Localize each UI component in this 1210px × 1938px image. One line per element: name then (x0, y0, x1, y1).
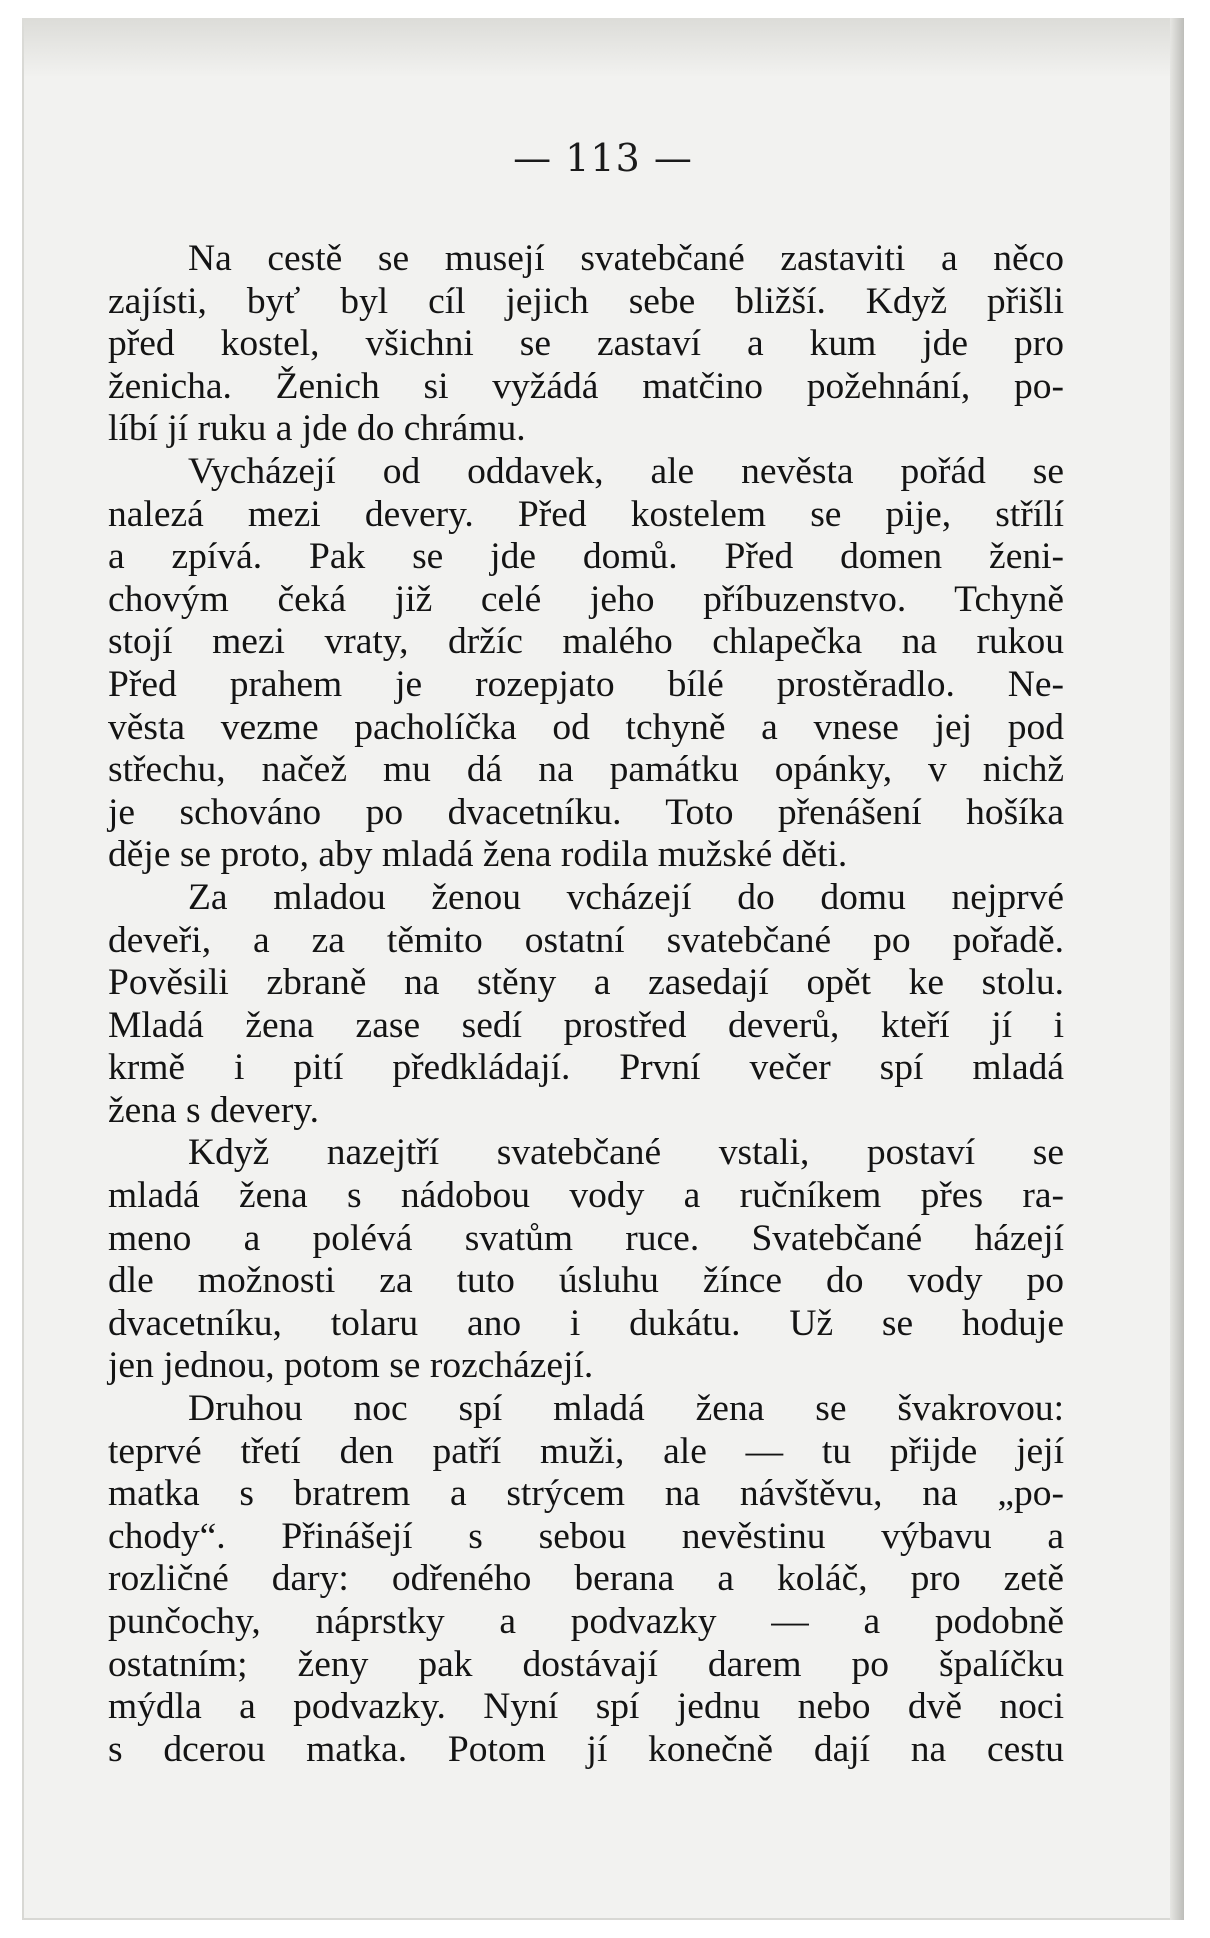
text-line: líbí jí ruku a jde do chrámu. (108, 408, 526, 450)
text-line: deveři, a za těmito ostatní svatebčané po pořadě. (108, 919, 1064, 961)
text-line: Před prahem je rozepjato bílé prostěradlo. Ne- (108, 663, 1064, 705)
text-line: nalezá mezi devery. Před kostelem se pije, střílí (108, 493, 1064, 535)
text-line: Když nazejtří svatebčané vstali, postaví se (188, 1132, 1064, 1174)
text-line: střechu, načež mu dá na památku opánky, v nichž (108, 749, 1064, 791)
text-line: stojí mezi vraty, držíc malého chlapečka na rukou (108, 621, 1064, 663)
text-line: zajísti, byť byl cíl jejich sebe bližší. Když přišli (108, 280, 1064, 322)
text-line: chovým čeká již celé jeho příbuzenstvo. Tchyně (108, 578, 1064, 620)
text-line: dle možnosti za tuto úsluhu žínce do vody po (108, 1260, 1064, 1302)
text-line: matka s bratrem a strýcem na návštěvu, na „po- (108, 1473, 1064, 1515)
text-line: Pověsili zbraně na stěny a zasedají opět ke stolu. (108, 962, 1064, 1004)
text-line: dvacetníku, tolaru ano i dukátu. Už se hoduje (108, 1302, 1064, 1344)
body-text (108, 238, 1064, 1771)
page-number: — 113 — (513, 136, 693, 180)
text-line: žena s devery. (108, 1089, 319, 1131)
text-line: Na cestě se musejí svatebčané zastaviti a něco (188, 238, 1064, 279)
text-line: Za mladou ženou vcházejí do domu nejprvé (188, 876, 1064, 918)
text-line: jen jednou, potom se rozcházejí. (108, 1345, 594, 1387)
text-line: rozličné dary: odřeného berana a koláč, pro zetě (108, 1558, 1064, 1600)
text-line: chody“. Přinášejí s sebou nevěstinu výbavu a (108, 1515, 1064, 1557)
text-line: teprvé třetí den patří muži, ale — tu přijde její (108, 1430, 1064, 1472)
text-line: ostatním; ženy pak dostávají darem po špalíčku (108, 1643, 1064, 1685)
page-shadow-right (1170, 18, 1184, 1920)
text-line: před kostel, všichni se zastaví a kum jde pro (108, 323, 1064, 365)
text-line: Vycházejí od oddavek, ale nevěsta pořád se (188, 450, 1064, 492)
text-line: s dcerou matka. Potom jí konečně dají na cestu (108, 1728, 1064, 1770)
text-line: Druhou noc spí mladá žena se švakrovou: (188, 1388, 1064, 1430)
scanned-page (22, 18, 1184, 1920)
text-line: ženicha. Ženich si vyžádá matčino požehnání, po- (108, 365, 1064, 407)
text-line: mýdla a podvazky. Nyní spí jednu nebo dvě noci (108, 1686, 1064, 1728)
text-line: mladá žena s nádobou vody a ručníkem přes ra- (108, 1175, 1064, 1217)
page-shadow-top (22, 18, 1184, 78)
text-line: věsta vezme pacholíčka od tchyně a vnese jej pod (108, 706, 1064, 748)
text-line: Mladá žena zase sedí prostřed deverů, kteří jí i (108, 1004, 1064, 1046)
text-line: krmě i pití předkládají. První večer spí mladá (108, 1047, 1064, 1089)
text-line: a zpívá. Pak se jde domů. Před domen ženi- (108, 536, 1064, 578)
text-line: punčochy, náprstky a podvazky — a podobně (108, 1601, 1064, 1642)
text-line: meno a polévá svatům ruce. Svatebčané házejí (108, 1217, 1064, 1259)
text-line: je schováno po dvacetníku. Toto přenášení hošíka (108, 791, 1064, 833)
text-line: děje se proto, aby mladá žena rodila mužské děti. (108, 834, 848, 876)
